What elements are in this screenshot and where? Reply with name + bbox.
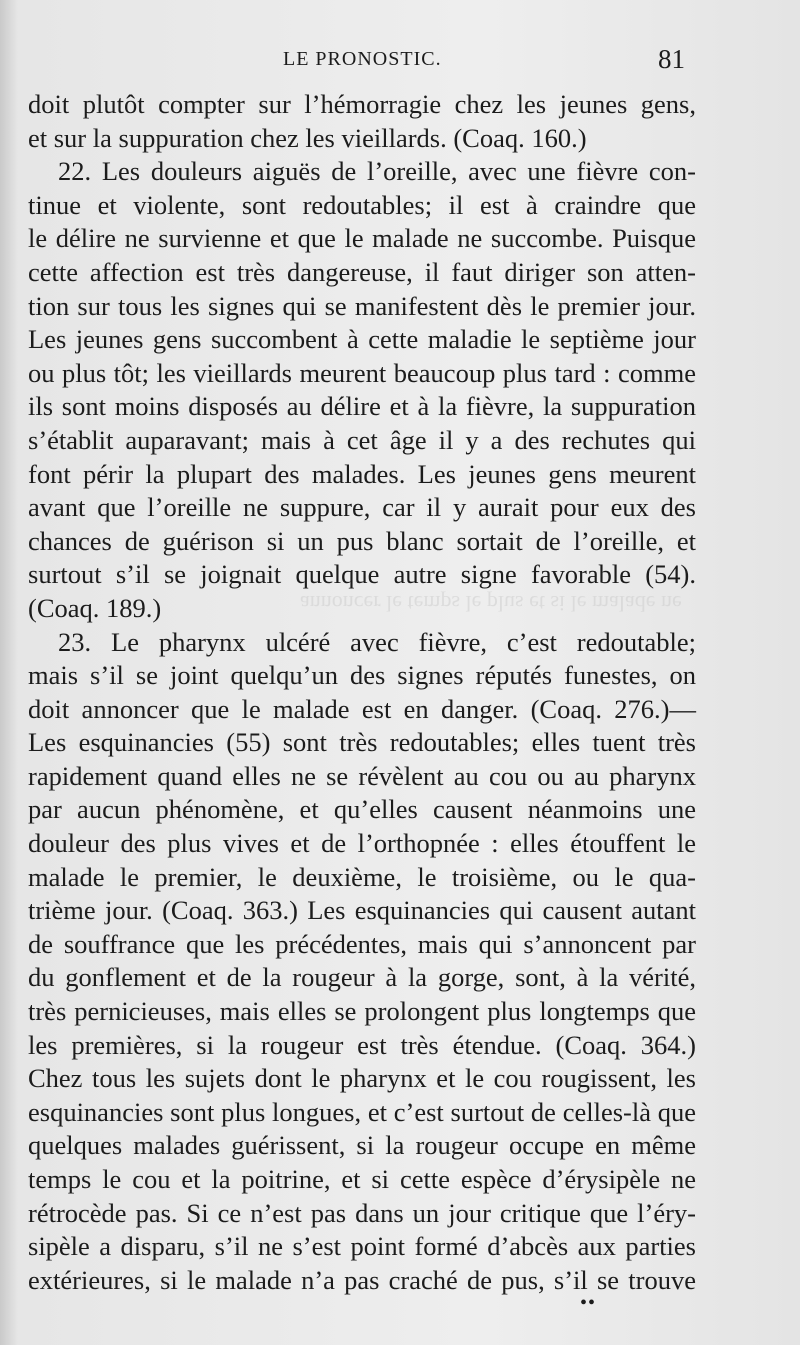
page-number: 81 — [658, 44, 685, 74]
text-line: douleur des plus vives et de l’orthopnée : elles étouffent le — [28, 828, 696, 859]
text-line: doit plutôt compter sur l’hémorragie chez les jeunes gens, — [28, 89, 696, 119]
running-head — [0, 40, 800, 80]
text-line: extérieures, si le malade n’a pas craché de pus, s’il se trouve — [28, 1264, 696, 1295]
body-text — [28, 88, 696, 1297]
text-line: et sur la suppuration chez les vieillards. (Coaq. 160.) — [28, 122, 587, 153]
text-line: surtout s’il se joignait quelque autre signe favorable (54). — [28, 559, 696, 590]
text-line: tinue et violente, sont redoutables; il est à craindre que — [28, 189, 696, 220]
text-line: s’établit auparavant; mais à cet âge il y a des rechutes qui — [28, 424, 696, 455]
text-line: malade le premier, le deuxième, le troisième, ou le qua- — [28, 861, 696, 892]
text-line: 22. Les douleurs aiguës de l’oreille, avec une fièvre con- — [58, 156, 696, 187]
text-line: ils sont moins disposés au délire et à la fièvre, la suppuration — [28, 391, 696, 422]
text-line: esquinancies sont plus longues, et c’est surtout de celles-là que — [28, 1096, 696, 1127]
text-line: avant que l’oreille ne suppure, car il y aurait pour eux des — [28, 492, 696, 523]
text-line: mais s’il se joint quelqu’un des signes réputés funestes, on — [28, 660, 696, 691]
text-line: du gonflement et de la rougeur à la gorge, sont, à la vérité, — [28, 962, 696, 993]
text-line: 23. Le pharynx ulcéré avec fièvre, c’est redoutable; — [58, 626, 696, 657]
text-line: rapidement quand elles ne se révèlent au cou ou au pharynx — [28, 760, 696, 791]
text-line: quelques malades guérissent, si la rougeur occupe en même — [28, 1130, 696, 1161]
page-title: LE PRONOSTIC. — [283, 48, 442, 70]
text-line: sipèle a disparu, s’il ne s’est point formé d’abcès aux parties — [28, 1231, 696, 1262]
text-line: trième jour. (Coaq. 363.) Les esquinancies qui causent autant — [28, 895, 696, 926]
text-line: rétrocède pas. Si ce n’est pas dans un jour critique que l’éry- — [28, 1197, 696, 1228]
signature-mark: •• — [580, 1292, 597, 1314]
text-line: ou plus tôt; les vieillards meurent beaucoup plus tard : comme — [28, 357, 696, 388]
text-line: Les esquinancies (55) sont très redoutables; elles tuent très — [28, 727, 696, 758]
show-through-text: annoncer le temps le plus et si le malade ne — [300, 591, 682, 616]
text-line: temps le cou et la poitrine, et si cette espèce d’érysipèle ne — [28, 1164, 696, 1194]
text-line: cette affection est très dangereuse, il faut diriger son atten- — [28, 256, 696, 287]
text-line: tion sur tous les signes qui se manifestent dès le premier jour. — [28, 290, 696, 321]
text-line: Chez tous les sujets dont le pharynx et le cou rougissent, les — [28, 1063, 696, 1094]
text-line: doit annoncer que le malade est en danger. (Coaq. 276.)— — [28, 693, 696, 724]
text-line: Les jeunes gens succombent à cette maladie le septième jour — [28, 324, 696, 355]
text-line: le délire ne survienne et que le malade ne succombe. Puisque — [28, 223, 696, 254]
text-line: par aucun phénomène, et qu’elles causent néanmoins une — [28, 794, 696, 825]
text-line: les premières, si la rougeur est très étendue. (Coaq. 364.) — [28, 1029, 696, 1060]
text-line: chances de guérison si un pus blanc sortait de l’oreille, et — [28, 525, 696, 556]
text-line: très pernicieuses, mais elles se prolongent plus longtemps que — [28, 996, 696, 1027]
text-line: font périr la plupart des malades. Les jeunes gens meurent — [28, 458, 696, 489]
text-line: de souffrance que les précédentes, mais qui s’annoncent par — [28, 928, 696, 959]
text-line: (Coaq. 189.) — [28, 592, 162, 623]
